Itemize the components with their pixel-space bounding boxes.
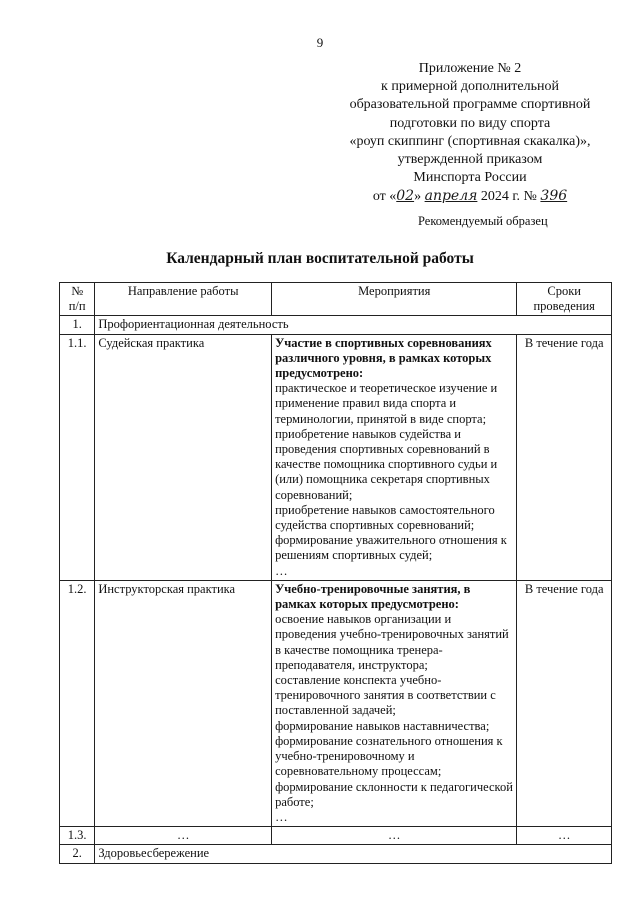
row-num: 1.3. [60, 827, 95, 845]
table-header-row [60, 283, 612, 316]
header-num-line2: п/п [68, 299, 86, 314]
appendix-line: образовательной программе спортивной [349, 97, 591, 113]
section-num: 2. [60, 845, 95, 863]
table-row [60, 580, 612, 826]
document-title: Календарный план воспитательной работы [166, 250, 474, 267]
activity-item: освоение навыков организации и проведения учебно-тренировочных занятий в качестве помощника тренера-преподавателя, инструктора; [275, 612, 509, 672]
order-number-handwritten: 396 [540, 188, 568, 205]
header-timing: Сроки проведения [517, 283, 612, 316]
date-year: 2024 г. № [480, 189, 537, 205]
activity-item: формирование уважительного отношения к решениям спортивных судей; [275, 533, 507, 563]
page-number: 9 [316, 35, 324, 50]
activity-item: формирование сознательного отношения к учебно-тренировочному и соревновательному процессам; [275, 733, 503, 779]
table-row [60, 334, 612, 580]
row-num: 1.1. [60, 334, 95, 580]
header-activities: Мероприятия [272, 283, 517, 316]
date-prefix: от « [372, 189, 397, 205]
activity-item: формирование склонности к педагогической работе; [275, 779, 513, 809]
date-month-handwritten: апреля [424, 188, 478, 205]
activity-item: практическое и теоретическое изучение и применение правил вида спорта и терминологии, принятой в виде спорта; [275, 381, 498, 426]
row-timing: … [517, 827, 612, 845]
date-mid: » [414, 189, 422, 205]
row-activities: … [272, 827, 517, 845]
appendix-line: Приложение № 2 [418, 61, 522, 76]
appendix-line: подготовки по виду спорта [389, 115, 551, 131]
row-direction: … [95, 827, 272, 845]
order-date-line [320, 187, 620, 206]
appendix-line: Минспорта России [413, 170, 527, 186]
row-activities [272, 334, 517, 580]
header-num-line1: № [71, 284, 84, 298]
activity-item: приобретение навыков судейства и проведения спортивных соревнований в качестве помощника спортивного судьи и (или) помощника секретаря спортивных соревнований; [275, 426, 498, 502]
section-title: Здоровьесбережение [95, 845, 612, 863]
activity-title: Учебно-тренировочные занятия, в рамках которых предусмотрено: [275, 581, 471, 612]
plan-table [59, 282, 612, 864]
section-row [60, 316, 612, 334]
row-timing: В течение года [517, 580, 612, 826]
activity-item: формирование навыков наставничества; [275, 718, 490, 733]
sample-label: Рекомендуемый образец [418, 214, 548, 228]
row-timing: В течение года [517, 334, 612, 580]
appendix-line: к примерной дополнительной [381, 79, 559, 95]
header-direction: Направление работы [95, 283, 272, 316]
appendix-line: утвержденной приказом [397, 152, 543, 168]
activity-title: Участие в спортивных соревнованиях различного уровня, в рамках которых предусмотрено: [275, 335, 492, 381]
header-num [60, 283, 95, 316]
activity-item: … [275, 563, 288, 578]
section-num: 1. [60, 316, 95, 334]
activity-item: … [275, 809, 288, 824]
row-direction: Судейская практика [95, 334, 272, 580]
row-direction: Инструкторская практика [95, 580, 272, 826]
section-title: Профориентационная деятельность [95, 316, 612, 334]
section-row [60, 845, 612, 863]
activity-item: составление конспекта учебно-тренировочного занятия в соответствии с поставленной задачей; [275, 673, 496, 718]
appendix-header [320, 60, 620, 207]
row-num: 1.2. [60, 580, 95, 826]
table-row [60, 827, 612, 845]
appendix-line: «роуп скиппинг (спортивная скакалка)», [349, 133, 591, 149]
row-activities [272, 580, 517, 826]
activity-item: приобретение навыков самостоятельного судейства спортивных соревнований; [275, 502, 495, 533]
date-day-handwritten: 02 [396, 188, 415, 205]
